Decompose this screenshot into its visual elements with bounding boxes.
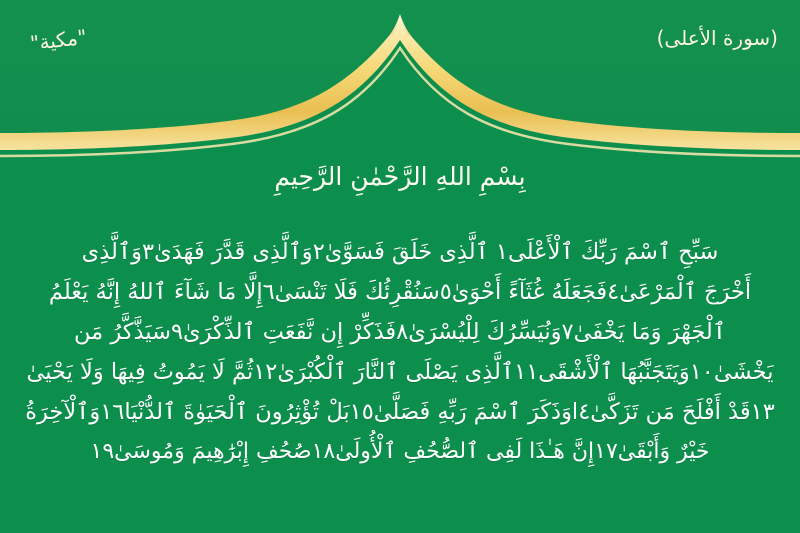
verses-block — [18, 232, 782, 472]
verse-line: خَيْرٌ وَأَبْقَىٰ١٧إِنَّ هَـٰذَا لَفِى ٱلصُّحُفِ ٱلْأُولَىٰ١٨صُحُفِ إِبْرَٰهِيمَ وَمُوسَىٰ١٩ — [90, 439, 710, 464]
verse-line: يَخْشَىٰ١٠وَيَتَجَنَّبُهَا ٱلْأَشْقَى١١ٱلَّذِى يَصْلَى ٱلنَّارَ ٱلْكُبْرَىٰ١٢ثُمَّ لَا يَمُوتُ فِيهَا وَلَا يَحْيَىٰ — [26, 359, 774, 385]
verse-line: سَبِّحِ ٱسْمَ رَبِّكَ ٱلْأَعْلَى١ ٱلَّذِى خَلَقَ فَسَوَّىٰ٢وَٱلَّذِى قَدَّرَ فَهَدَىٰ٣وَٱلَّذِى — [81, 239, 719, 265]
revelation-place-label: "مكية" — [28, 24, 89, 56]
verse-line: أَخْرَجَ ٱلْمَرْعَىٰ٤فَجَعَلَهُ غُثَآءً أَحْوَىٰ٥سَنُقْرِئُكَ فَلَا تَنْسَىٰ٦إِلَّا مَا شَآءَ ٱللهُ إِنَّهُ يَعْلَمُ — [48, 279, 752, 305]
basmala-text: بِسْمِ اللهِ الرَّحْمٰنِ الرَّحِيمِ — [274, 162, 526, 191]
verse-line: ٱلْجَهْرَ وَمَا يَخْفَىٰ٧وَنُيَسِّرُكَ لِلْيُسْرَىٰ٨فَذَكِّرْ إِن نَّفَعَتِ ٱلذِّكْرَىٰ٩سَيَذَّكَّرُ مَن — [74, 319, 726, 345]
verse-line: ١٣قَدْ أَفْلَحَ مَن تَزَكَّىٰ٤اوَذَكَرَ ٱسْمَ رَبِّهِ فَصَلَّىٰ١٥بَلْ تُؤْثِرُونَ ٱلْحَيَوٰةَ ٱلدُّنْيَا١٦وَٱلْآخِرَةُ — [25, 399, 775, 425]
surah-name-label: (سورة الأعلى) — [656, 26, 778, 50]
